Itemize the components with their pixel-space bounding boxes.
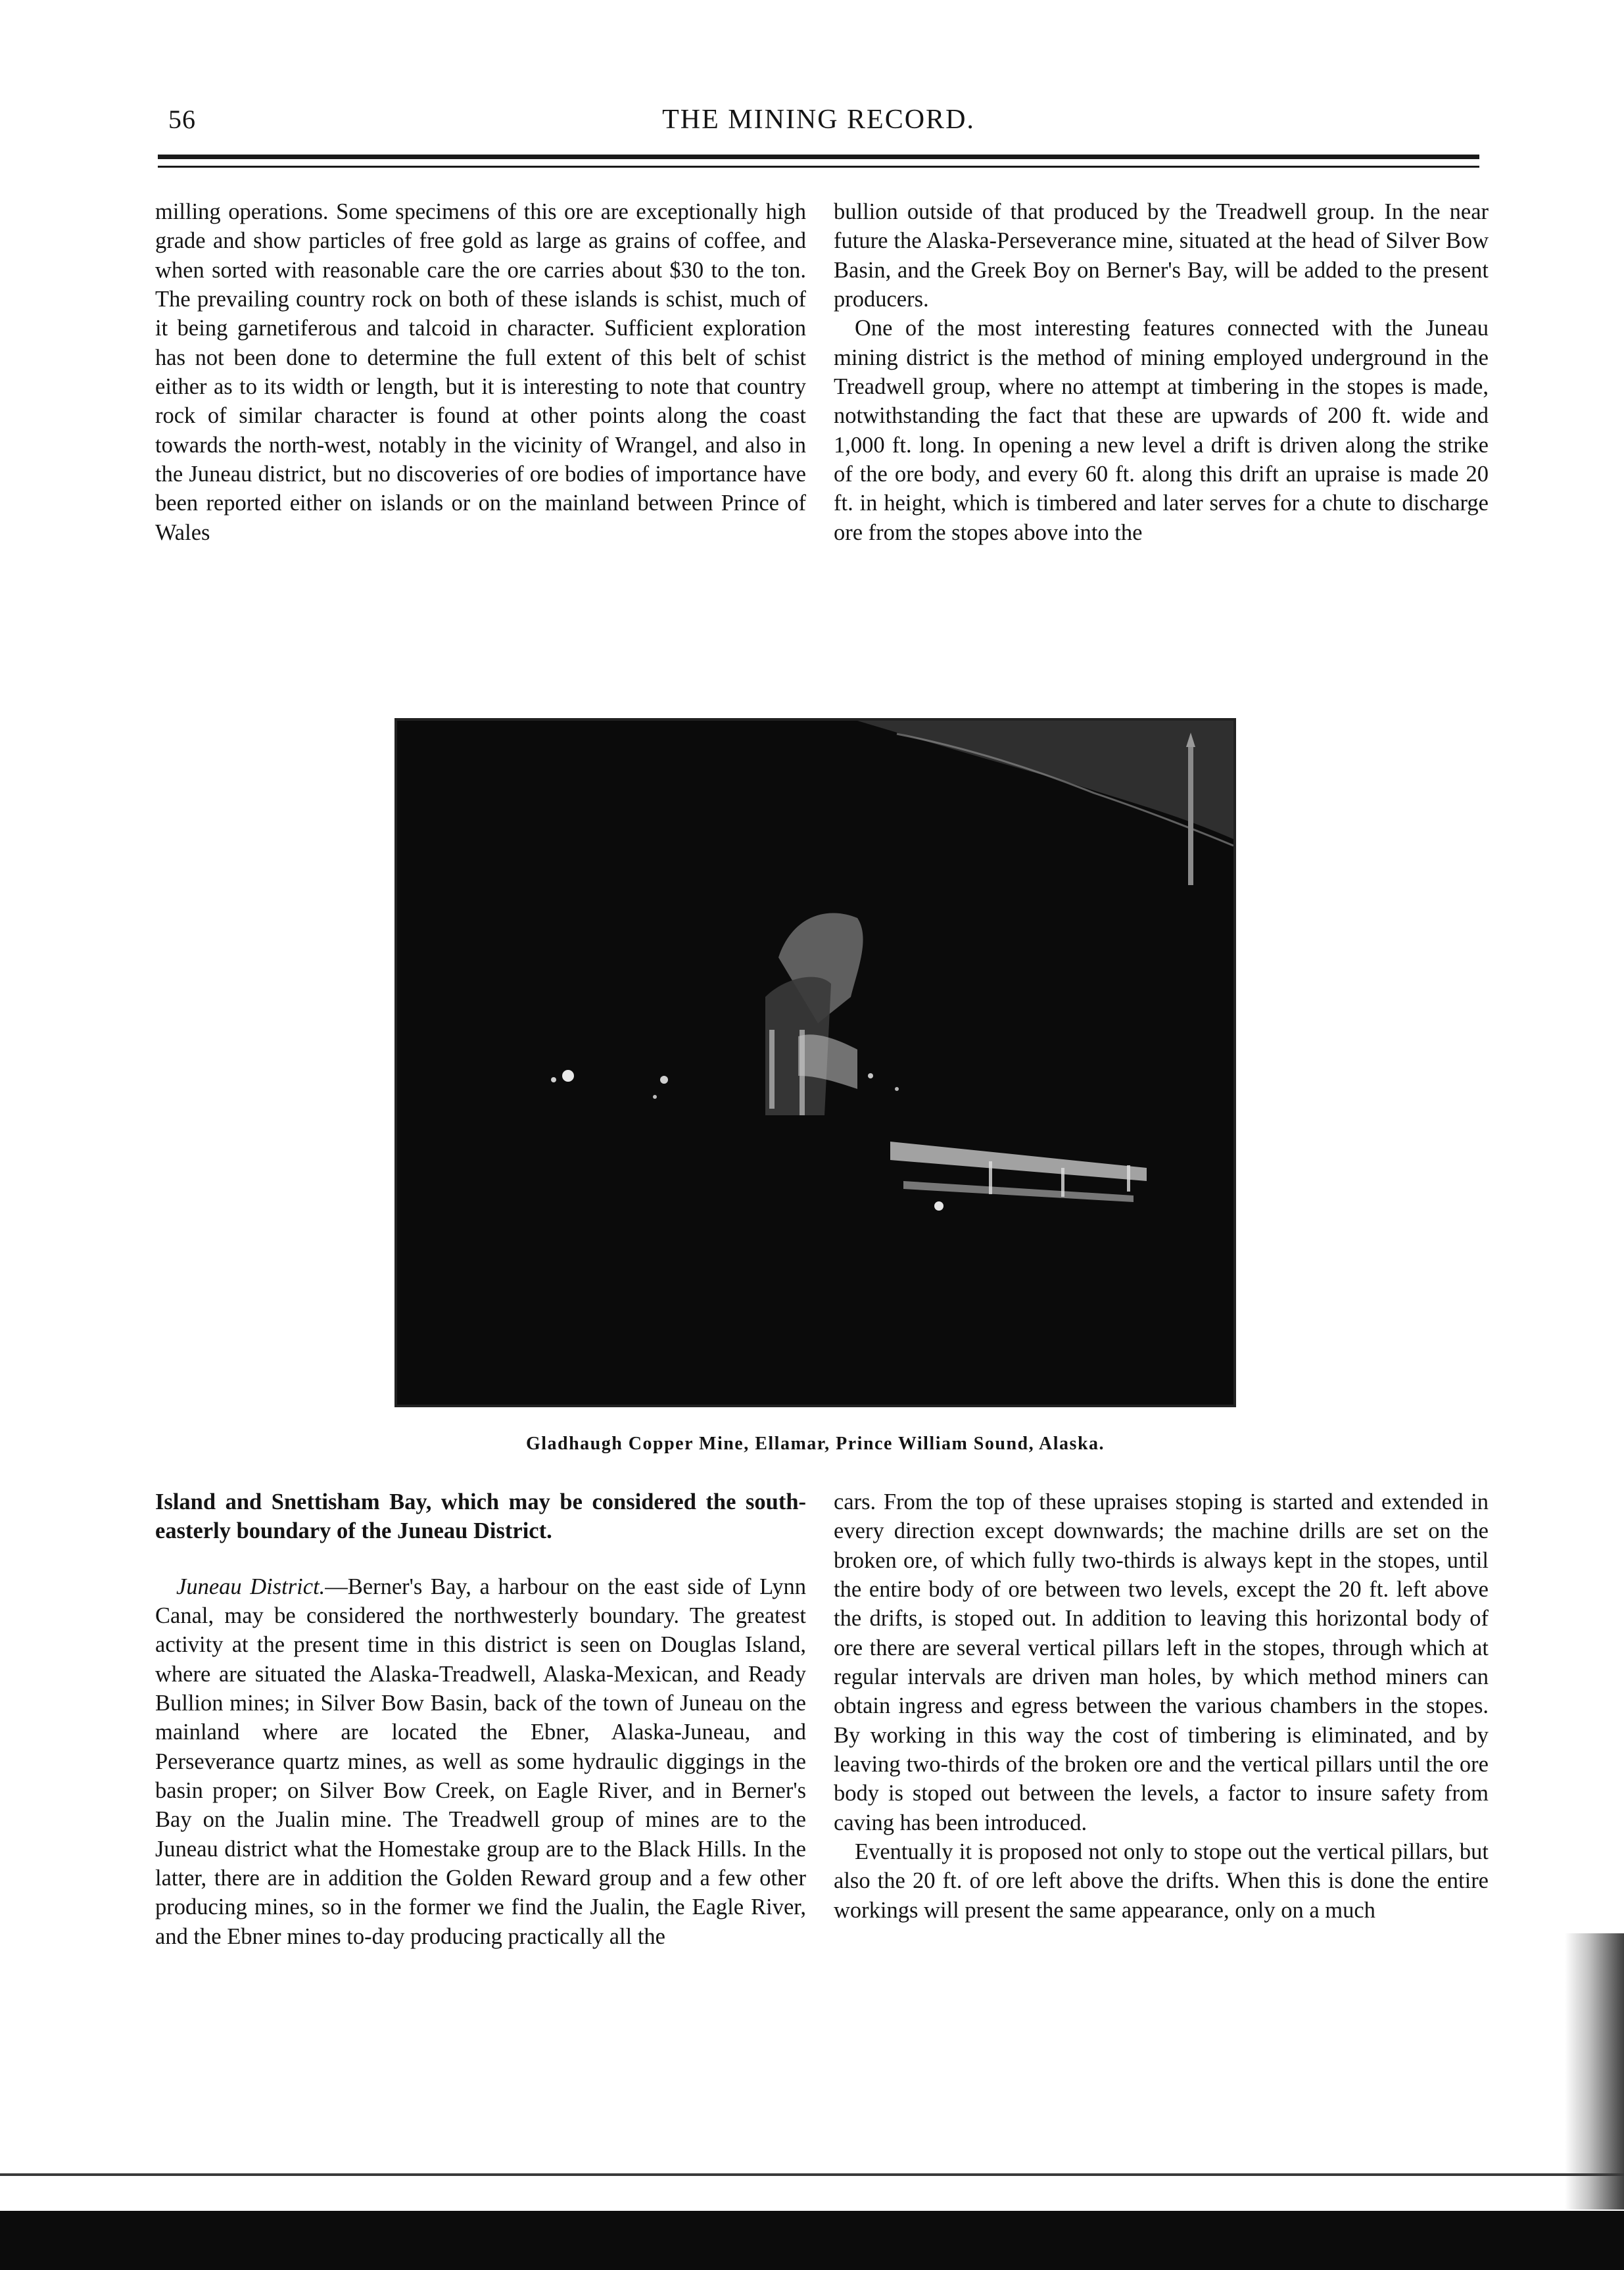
paragraph: bullion outside of that produced by the Treadwell group. In the near future the Alaska-Perseverance mine, situated at the head of Silver Bow Basin, and the Greek Boy on Berner's Bay, will be added to the present producers. <box>834 199 1489 312</box>
photo-rendering <box>397 721 1233 1405</box>
journal-title: THE MINING RECORD. <box>662 105 975 135</box>
bottom-left-column <box>155 1487 806 1951</box>
page-number: 56 <box>168 105 196 134</box>
paragraph: One of the most interesting features connected with the Juneau mining district is the method of mining employed underground in the Treadwell group, where no attempt at timbering in the stopes is made, notwithstanding the fact that these are upwards of 200 ft. wide and 1,000 ft. long. In opening a new level a drift is driven along the strike of the ore body, and every 60 ft. along this drift an upraise is made 20 ft. in height, which is timbered and later serves for a chute to discharge ore from the stopes above into the <box>834 316 1489 545</box>
header-rule-thick <box>158 155 1479 159</box>
paragraph: cars. From the top of these upraises stoping is started and extended in every direction except downwards; the machine drills are set on the broken ore, of which fully two-thirds is always kept in the stopes, until the entire body of ore between two levels, except the 20 ft. left above the drifts, is stoped out. In addition to leaving this horizontal body of ore there are several vertical pillars left in the stopes, through which at regular intervals are driven man holes, by which method miners can obtain ingress and egress between the various chambers in the stopes. By working in this way the cost of timbering is eliminated, and by leaving two-thirds of the broken ore and the vertical pillars until the ore body is stoped out between the levels, a factor to insure safety from caving has been introduced. <box>834 1489 1489 1835</box>
paragraph-body: —Berner's Bay, a harbour on the east side of Lynn Canal, may be considered the northwesterly boundary. The greatest activity at the present time in this district is seen on Douglas Island, where are situated the Alaska-Treadwell, Alaska-Mexican, and Ready Bullion mines; in Silver Bow Basin, back of the town of Juneau on the mainland where are located the Ebner, Alaska-Juneau, and Perseverance quartz mines, as well as some hydraulic diggings in the basin proper; on Silver Bow Creek, on Eagle River, and in Berner's Bay on the Jualin mine. The Treadwell group of mines are to the Juneau district what the Homestake group are to the Black Hills. In the latter, there are in addition the Golden Reward group and a few other producing mines, so in the former we find the Jualin, the Eagle River, and the Ebner mines to-day producing practically all the <box>155 1574 806 1949</box>
paragraph <box>155 1572 806 1951</box>
paragraph: Island and Snettisham Bay, which may be considered the south-easterly boundary of the Juneau District. <box>155 1489 806 1544</box>
paragraph: milling operations. Some specimens of this ore are exceptionally high grade and show particles of free gold as large as grains of coffee, and when sorted with reasonable care the ore carries about $30 to the ton. The prevailing country rock on both of these islands is schist, much of it being garnetiferous and talcoid in character. Sufficient exploration has not been done to determine the full extent of this belt of schist either as to its width or length, but it is interesting to note that country rock of similar character is found at other points along the coast towards the north-west, notably in the vicinity of Wrangel, and also in the Juneau district, but no discoveries of ore bodies of importance have been reported either on islands or on the mainland between Prince of Wales <box>155 199 806 545</box>
section-heading: Juneau District. <box>176 1574 325 1599</box>
mine-photograph <box>394 718 1236 1407</box>
paragraph: Eventually it is proposed not only to stope out the vertical pillars, but also the 20 ft. of ore left above the drifts. When this is done the entire workings will present the same appearance, only on a much <box>834 1839 1489 1923</box>
scan-edge-artifact <box>1565 1933 1624 2210</box>
scan-bottom-line <box>0 2173 1624 2176</box>
header-rule-thin <box>158 166 1479 168</box>
top-left-column <box>155 197 806 547</box>
top-right-column <box>834 197 1489 547</box>
page-header <box>158 104 1479 150</box>
bottom-right-column <box>834 1487 1489 1925</box>
figure-caption: Gladhaugh Copper Mine, Ellamar, Prince William Sound, Alaska. <box>525 1434 1105 1454</box>
scan-bottom-band <box>0 2211 1624 2270</box>
